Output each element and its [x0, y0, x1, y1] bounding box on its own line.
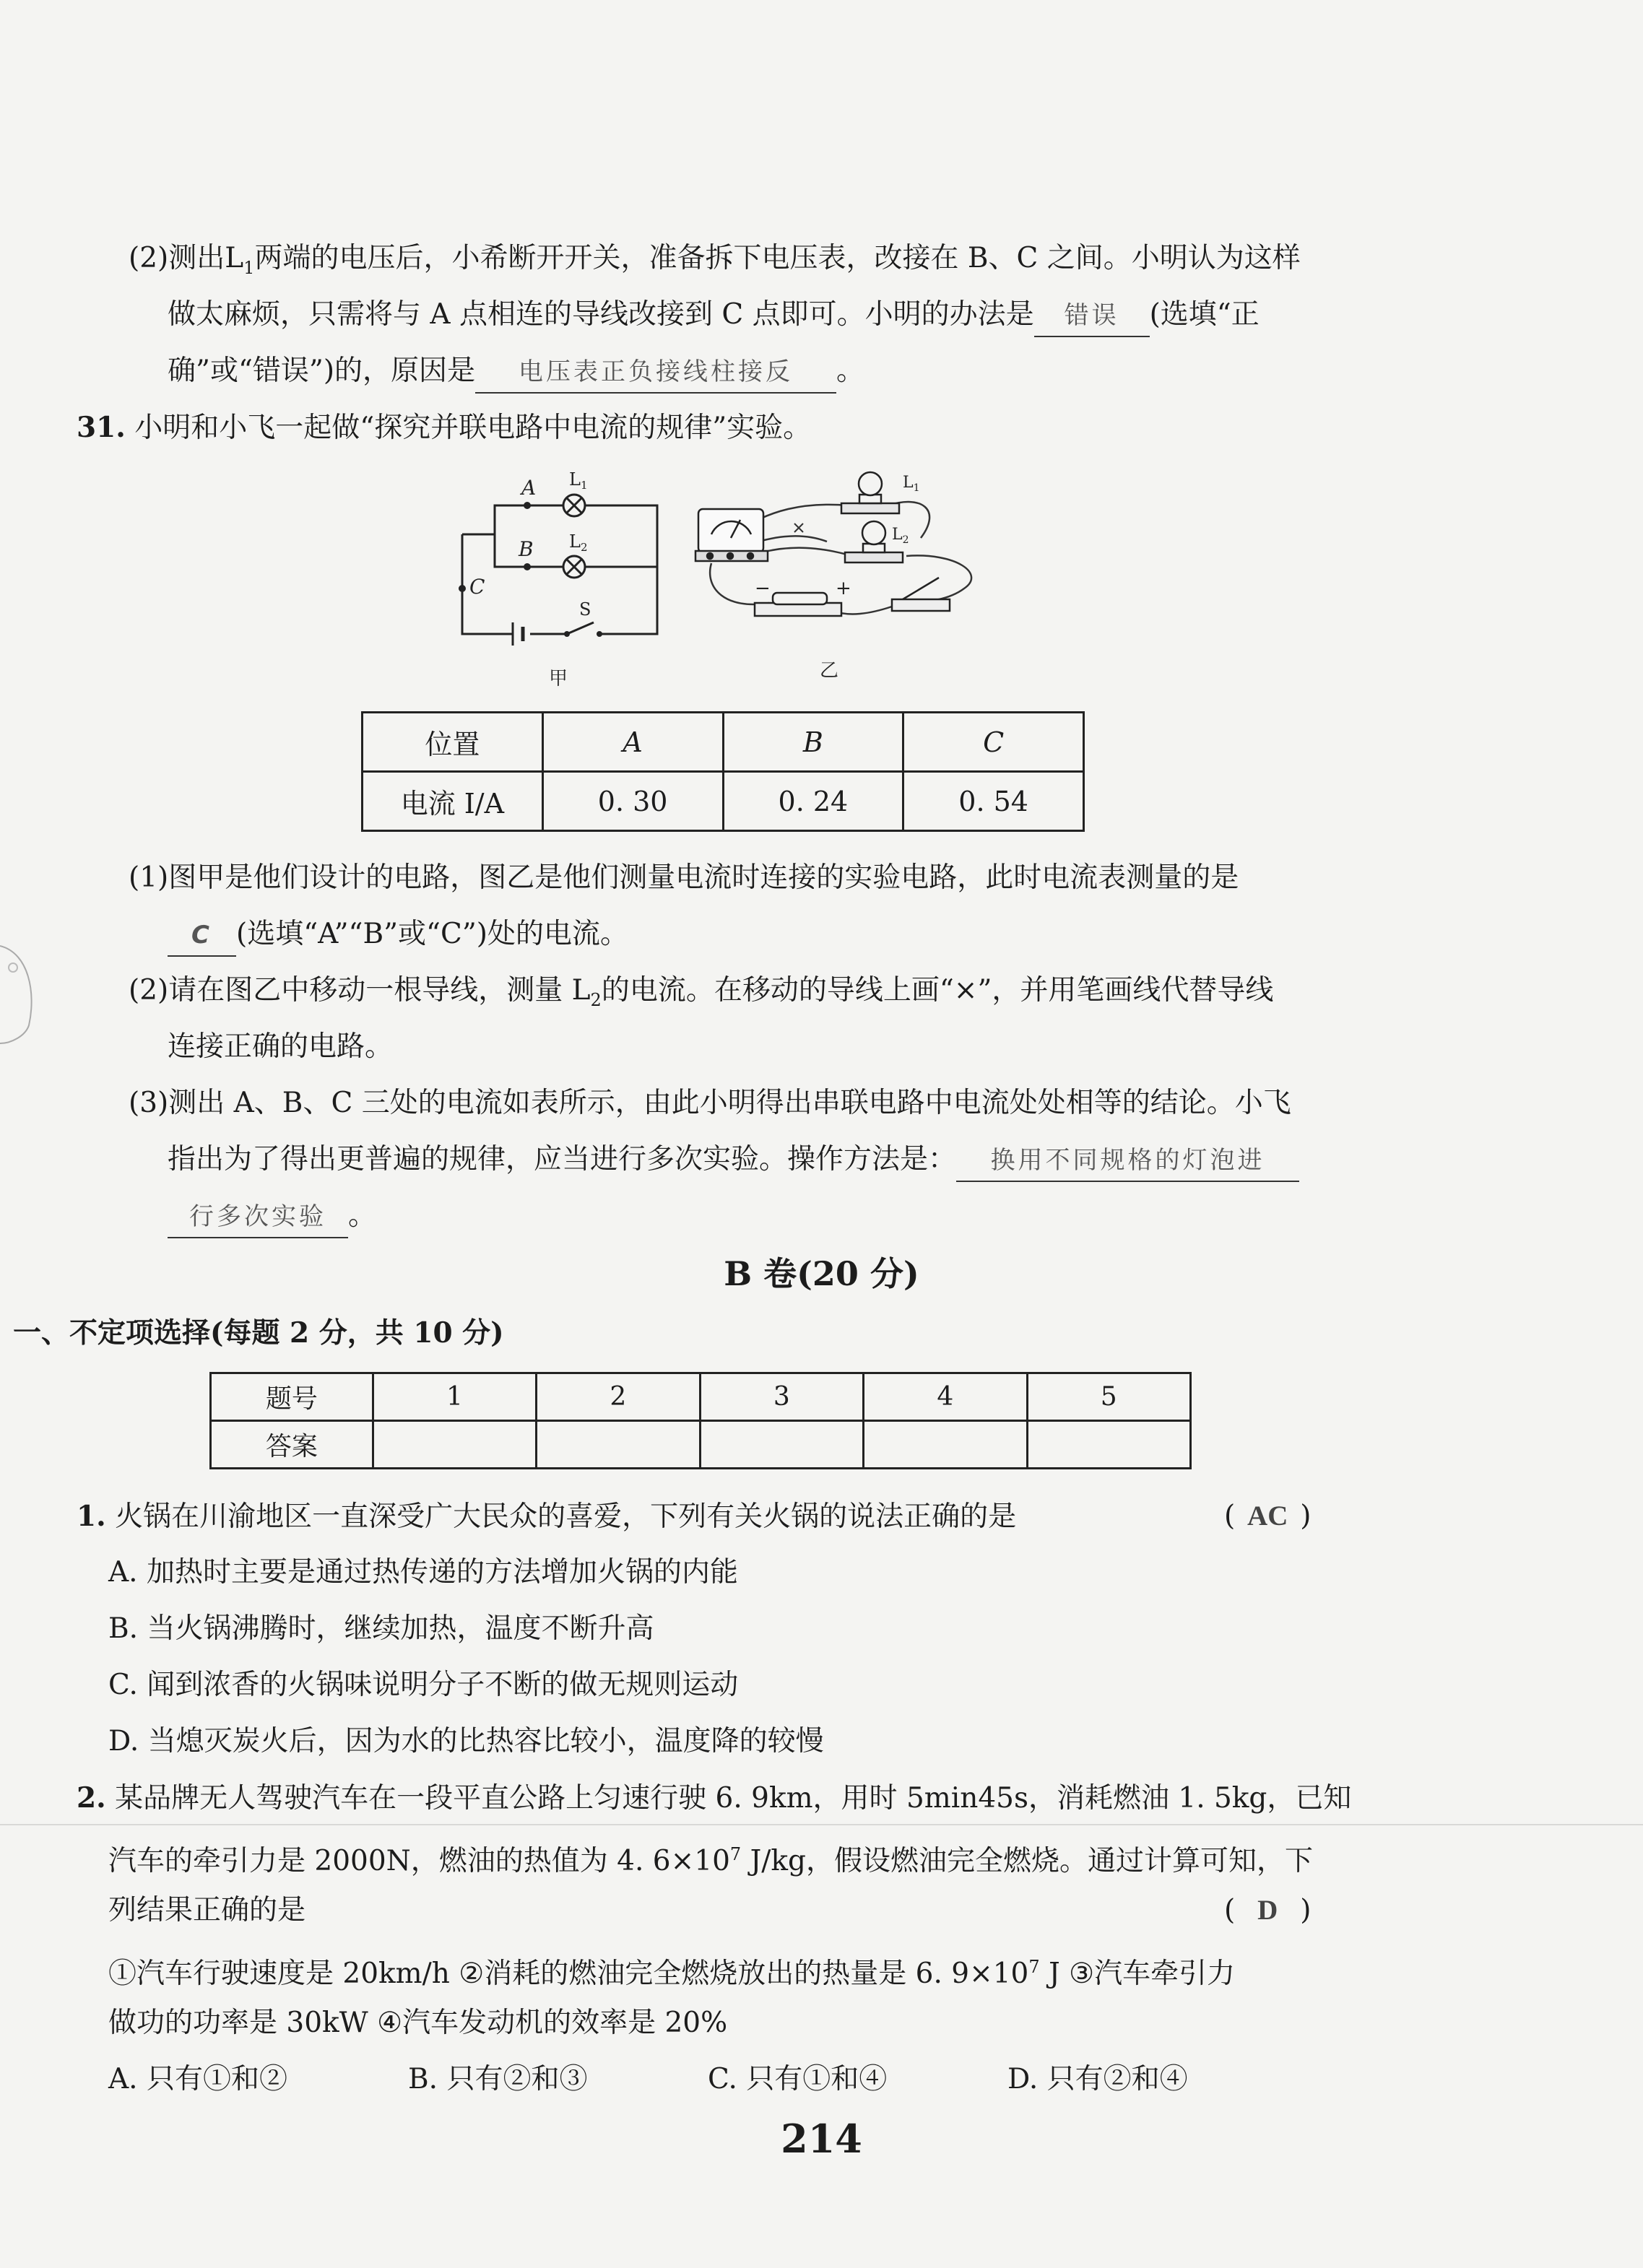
q31-part3-end: 。	[348, 1199, 377, 1232]
q30-line3-end: 。	[836, 355, 865, 387]
q31-answer-blank-3a: 换用不同规格的灯泡进	[956, 1140, 1299, 1182]
page-fold-line	[0, 1824, 1643, 1825]
yi-minus: −	[755, 578, 771, 599]
jia-label-S: S	[579, 599, 591, 620]
table-row	[363, 772, 1084, 831]
answer-table-label: 答案	[211, 1421, 373, 1469]
q2-line2-text-a: 汽车的牵引力是 2000N，燃油的热值为 4. 6×10	[108, 1845, 730, 1877]
jia-label-A: A	[521, 476, 537, 500]
q31-answer-blank-1: C	[168, 915, 236, 957]
answer-cell[interactable]	[537, 1421, 700, 1469]
q31-part1-text-2: (选填“A”“B”或“C”)处的电流。	[236, 918, 628, 950]
jia-caption: 甲	[549, 668, 568, 690]
figure-yi-wiring	[682, 466, 1015, 697]
q31-part3-text-2: 指出为了得出更普遍的规律，应当进行多次实验。操作方法是：	[168, 1143, 957, 1176]
answer-table-number: 1	[373, 1373, 536, 1421]
yi-label-L2: $L_2$	[892, 526, 909, 546]
q2-option-a: A. 只有①和②	[108, 2063, 287, 2095]
q31-part2-line1	[129, 970, 1273, 1020]
jia-label-C: C	[469, 575, 485, 599]
table-row-label: 电流 I/A	[363, 772, 543, 831]
q2-answer-paren: ( D )	[1224, 1890, 1311, 1931]
q31-part2-line2	[168, 1027, 393, 1067]
q1-option-a: A. 加热时主要是通过热传递的方法增加火锅的内能	[108, 1556, 738, 1589]
q31-stem: 小明和小飞一起做“探究并联电路中电流的规律”实验。	[134, 412, 812, 444]
answer-table	[209, 1372, 1192, 1469]
answer-cell[interactable]	[864, 1421, 1027, 1469]
q31-part3-text: (3)测出 A、B、C 三处的电流如表所示，由此小明得出串联电路中电流处处相等的结论。小飞	[129, 1087, 1291, 1119]
q31-part2-text-b: 的电流。在移动的导线上画“×”，并用笔画线代替导线	[601, 974, 1274, 1007]
jia-label-B: B	[519, 537, 534, 561]
q1-stem-line	[77, 1496, 1016, 1537]
q30-line3-text: 确”或“错误”)的，原因是	[168, 355, 476, 387]
q2-line2-sup: 7	[729, 1844, 742, 1864]
q1-number: 1.	[77, 1500, 106, 1533]
q30-line1-sub: 1	[243, 257, 255, 278]
q1-answer-paren: ( AC )	[1224, 1496, 1311, 1537]
current-table	[361, 711, 1085, 832]
q31-part2-text-2: 连接正确的电路。	[168, 1030, 394, 1063]
table-cell: 0. 24	[723, 772, 903, 831]
q2-line5: 做功的功率是 30kW ④汽车发动机的效率是 20%	[108, 2007, 728, 2039]
q30-part2-line3	[168, 351, 864, 394]
table-header-cell: C	[903, 713, 1084, 772]
q1-option-c: C. 闻到浓香的火锅味说明分子不断的做无规则运动	[108, 1669, 739, 1701]
q30-line1-rest: 两端的电压后，小希断开开关，准备拆下电压表，改接在 B、C 之间。小明认为这样	[254, 242, 1301, 274]
q31-part3-line2	[168, 1139, 1299, 1182]
q31-part1-line1	[129, 858, 1239, 898]
q31-part3-line1	[129, 1083, 1291, 1124]
section-b-title: B 卷(20 分)	[724, 1254, 919, 1293]
q1-option-d: D. 当熄灭炭火后，因为水的比热容比较小，温度降的较慢	[108, 1725, 824, 1758]
table-cell: 0. 30	[542, 772, 723, 831]
q1-option-b: B. 当火锅沸腾时，继续加热，温度不断升高	[108, 1612, 654, 1645]
q2-option-d: D. 只有②和④	[1007, 2063, 1188, 2095]
table-header-cell: B	[723, 713, 903, 772]
table-row	[211, 1421, 1191, 1469]
page-number: 214	[781, 2116, 862, 2162]
binding-margin-mark	[0, 939, 36, 1047]
q31-stem-line	[77, 407, 811, 448]
q31-part2-sub: 2	[590, 989, 602, 1010]
q2-line1-text: 某品牌无人驾驶汽车在一段平直公路上匀速行驶 6. 9km，用时 5min45s，消耗燃油 1. 5kg，已知	[115, 1782, 1352, 1815]
q2-option-b: B. 只有②和③	[408, 2063, 588, 2095]
q31-part2-text-a: (2)请在图乙中移动一根导线，测量 L	[129, 974, 591, 1007]
q2-answer: D	[1257, 1895, 1278, 1926]
q2-line1	[77, 1778, 1351, 1819]
table-row	[363, 713, 1084, 772]
answer-cell[interactable]	[700, 1421, 863, 1469]
q30-line1-text: (2)测出L	[129, 242, 244, 274]
answer-cell[interactable]	[373, 1421, 536, 1469]
q30-part2-line2	[168, 295, 1260, 337]
q1-stem: 火锅在川渝地区一直深受广大民众的喜爱，下列有关火锅的说法正确的是	[115, 1500, 1017, 1533]
q2-line4-sup: 7	[1028, 1957, 1040, 1977]
q2-number: 2.	[77, 1781, 106, 1815]
table-row	[211, 1373, 1191, 1421]
jia-label-L2: $L_2$	[569, 531, 588, 554]
table-header-cell: A	[542, 713, 723, 772]
answer-cell[interactable]	[1027, 1421, 1190, 1469]
q2-line3: 列结果正确的是	[108, 1894, 306, 1926]
jia-label-L1: $L_1$	[569, 469, 588, 492]
figure-jia-circuit	[455, 469, 664, 700]
q31-part3-line3	[168, 1196, 376, 1238]
q31-answer-blank-3b: 行多次实验	[168, 1196, 348, 1238]
q31-part1-text: (1)图甲是他们设计的电路，图乙是他们测量电流时连接的实验电路，此时电流表测量的是	[129, 861, 1239, 894]
answer-table-number: 4	[864, 1373, 1027, 1421]
answer-table-number: 2	[537, 1373, 700, 1421]
q30-line2-end: (选填“正	[1149, 298, 1260, 331]
table-cell: 0. 54	[903, 772, 1084, 831]
q2-line2	[108, 1834, 1313, 1882]
q2-line2-text-b: J/kg，假设燃油完全燃烧。通过计算可知，下	[741, 1845, 1313, 1877]
table-header-cell: 位置	[363, 713, 543, 772]
yi-caption: 乙	[820, 660, 839, 682]
yi-label-L1: $L_1$	[903, 474, 920, 494]
q30-line2-text: 做太麻烦，只需将与 A 点相连的导线改接到 C 点即可。小明的办法是	[168, 298, 1034, 331]
answer-table-number: 5	[1027, 1373, 1190, 1421]
q2-line4-text-a: ①汽车行驶速度是 20km/h ②消耗的燃油完全燃烧放出的热量是 6. 9×10	[108, 1958, 1029, 1990]
q31-part1-line2	[168, 914, 628, 957]
q30-part2-line1	[129, 238, 1301, 288]
q1-answer: AC	[1247, 1500, 1288, 1531]
q2-line4-text-b: J ③汽车牵引力	[1039, 1958, 1236, 1990]
yi-plus: +	[836, 578, 851, 599]
answer-table-number: 3	[700, 1373, 863, 1421]
q2-option-c: C. 只有①和④	[708, 2063, 888, 2095]
q30-answer-blank-1: 错误	[1034, 295, 1150, 337]
q30-answer-blank-2: 电压表正负接线柱接反	[475, 352, 836, 394]
answer-table-label: 题号	[211, 1373, 373, 1421]
section-b-heading: 一、不定项选择(每题 2 分，共 10 分)	[13, 1316, 504, 1350]
q2-line4	[108, 1947, 1235, 1994]
q31-number: 31.	[77, 411, 126, 444]
